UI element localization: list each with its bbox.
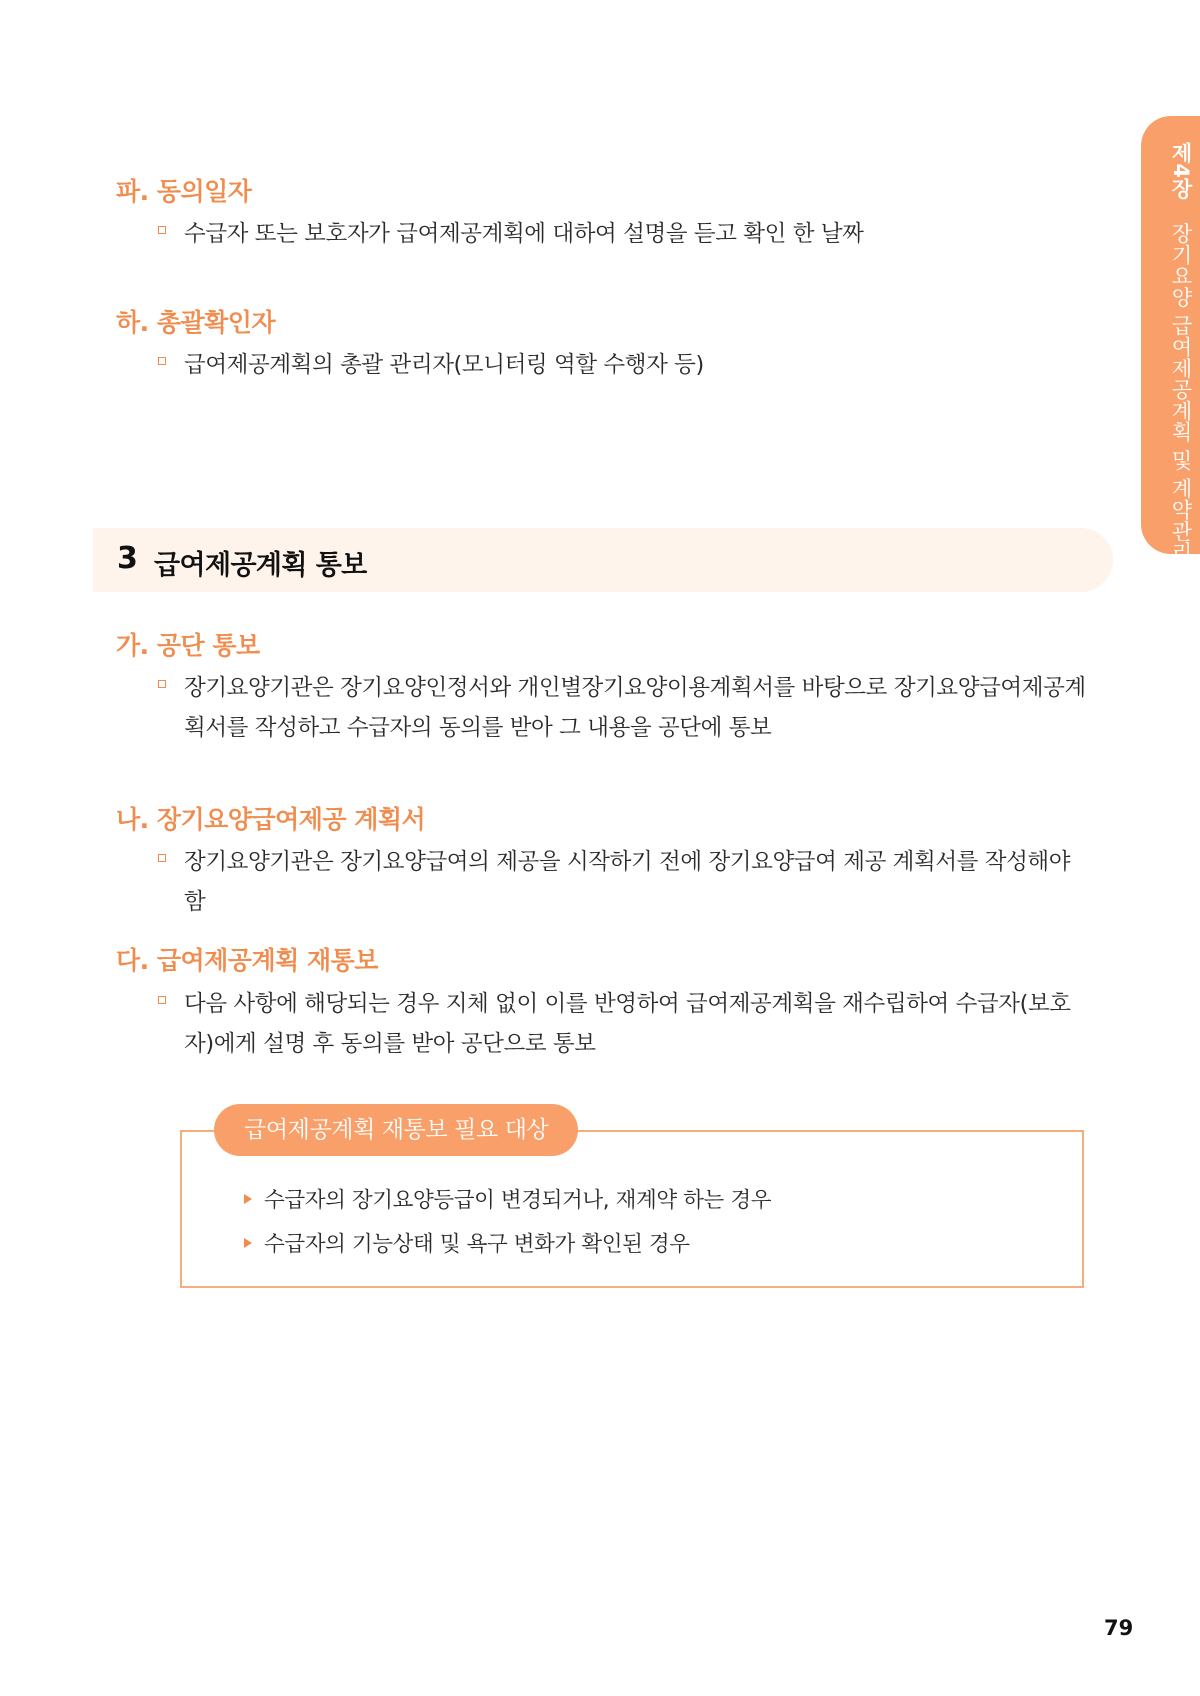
list-item-text: 급여제공계획의 총괄 관리자(모니터링 역할 수행자 등) [184,352,704,378]
list-item [158,214,1094,254]
square-bullet-icon [158,357,166,365]
sub-heading-consent-date: 파. 동의일자 [116,177,252,206]
list-item [158,842,1094,922]
target-list-item-text: 수급자의 기능상태 및 욕구 변화가 확인된 경우 [264,1232,690,1257]
target-list-item [244,1183,771,1214]
target-list-item-text: 수급자의 장기요양등급이 변경되거나, 재계약 하는 경우 [264,1188,772,1213]
sub-heading-general-confirmer: 하. 총괄확인자 [116,308,276,337]
section-header-bar [93,528,1113,592]
target-list-item [244,1227,690,1258]
list-item [158,668,1094,748]
list-item-text: 수급자 또는 보호자가 급여제공계획에 대하여 설명을 듣고 확인 한 날짜 [184,221,864,247]
chapter-side-tab-text [1170,142,1191,563]
square-bullet-icon [158,854,166,862]
chapter-title: 장기요양 급여제공계획 및 계약관리 [1169,222,1193,563]
list-item-text: 다음 사항에 해당되는 경우 지체 없이 이를 반영하여 급여제공계획을 재수립하여 수급자(보호자)에게 설명 후 동의를 받아 공단으로 통보 [184,991,1071,1057]
sub-heading-agency-notice: 가. 공단 통보 [116,631,260,660]
renotice-target-label: 급여제공계획 재통보 필요 대상 [214,1104,578,1156]
list-item [158,984,1094,1064]
section-number: 3 [117,541,138,576]
square-bullet-icon [158,680,166,688]
list-item-text: 장기요양기관은 장기요양급여의 제공을 시작하기 전에 장기요양급여 제공 계획서를 작성해야 함 [184,849,1071,915]
list-item-text: 장기요양기관은 장기요양인정서와 개인별장기요양이용계획서를 바탕으로 장기요양급여제공계획서를 작성하고 수급자의 동의를 받아 그 내용을 공단에 통보 [184,675,1086,741]
section-title: 급여제공계획 통보 [154,550,367,581]
triangle-bullet-icon [244,1194,252,1204]
square-bullet-icon [158,996,166,1004]
page-number: 79 [1104,1616,1134,1640]
square-bullet-icon [158,226,166,234]
list-item [158,345,1094,385]
sub-heading-renotice: 다. 급여제공계획 재통보 [116,946,378,975]
chapter-number: 제4장 [1169,142,1193,200]
triangle-bullet-icon [244,1238,252,1248]
sub-heading-care-plan-document: 나. 장기요양급여제공 계획서 [116,805,426,834]
